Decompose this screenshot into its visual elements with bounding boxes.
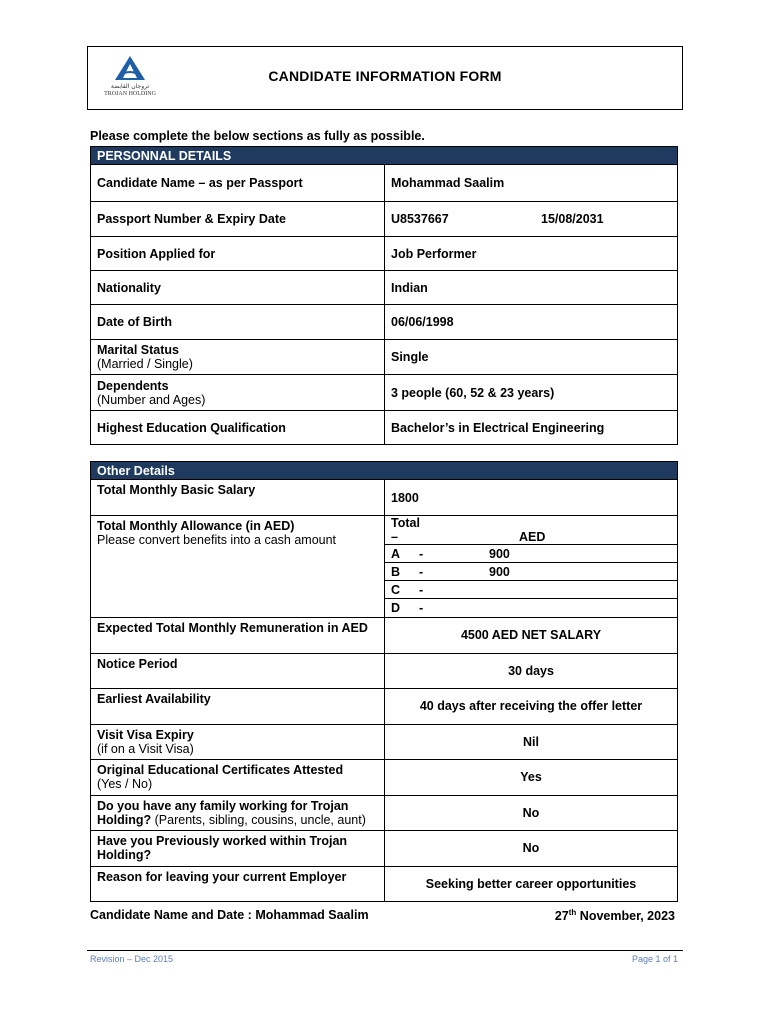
certs-value[interactable]: Yes (385, 759, 678, 795)
dob-value[interactable]: 06/06/1998 (385, 305, 678, 340)
passport-number: U8537667 (391, 212, 449, 226)
footer-date (500, 908, 675, 923)
footer-rule (87, 950, 683, 951)
allowance-row[interactable] (385, 563, 677, 581)
family-label-cell (91, 795, 385, 830)
allowance-label: Total Monthly Allowance (in AED) (97, 519, 295, 533)
other-section-title: Other Details (91, 462, 678, 480)
allowance-dash: - (419, 564, 424, 579)
allowance-table (385, 516, 677, 617)
page-number: Page 1 of 1 (631, 954, 678, 964)
dependents-value[interactable]: 3 people (60, 52 & 23 years) (385, 375, 678, 411)
visa-sub: (if on a Visit Visa) (97, 741, 194, 756)
allowance-row[interactable] (385, 599, 677, 617)
allowance-item: A (391, 546, 401, 561)
notice-label: Notice Period (91, 653, 385, 688)
footer-name-date (90, 908, 369, 922)
notice-value[interactable]: 30 days (385, 653, 678, 688)
position-label: Position Applied for (91, 237, 385, 271)
dob-label: Date of Birth (91, 305, 385, 340)
family-sub: (Parents, sibling, cousins, uncle, aunt) (154, 812, 366, 827)
passport-expiry: 15/08/2031 (541, 212, 604, 226)
form-title: CANDIDATE INFORMATION FORM (268, 68, 502, 84)
nationality-value[interactable]: Indian (385, 271, 678, 305)
marital-label-cell (91, 340, 385, 375)
position-value[interactable]: Job Performer (385, 237, 678, 271)
name-value[interactable]: Mohammad Saalim (385, 165, 678, 202)
family-label: Do you have any family working for Trojan Holding? (97, 798, 349, 827)
logo-arabic-text: تروجان القابضة (110, 83, 150, 90)
logo-text: TROJAN HOLDING (104, 91, 156, 97)
salary-value[interactable]: 1800 (385, 480, 678, 516)
allowance-label-cell (91, 516, 385, 618)
allowance-dash: - (419, 600, 424, 615)
personal-details-table (90, 146, 678, 445)
dependents-label: Dependents (97, 378, 169, 393)
allowance-item: B (391, 564, 401, 579)
visa-label-cell (91, 724, 385, 759)
marital-sub: (Married / Single) (97, 357, 193, 371)
allowance-dash: - (419, 546, 424, 561)
revision-text: Revision – Dec 2015 (90, 954, 174, 964)
footer-name-date-label: Candidate Name and Date : (90, 908, 252, 922)
allowance-breakdown (385, 516, 678, 618)
footer-date-day: 27 (554, 909, 569, 924)
personal-section-title: PERSONNAL DETAILS (91, 147, 678, 165)
footer-date-rest: November, 2023 (579, 909, 675, 924)
salary-label: Total Monthly Basic Salary (91, 480, 385, 516)
passport-value[interactable] (385, 202, 678, 237)
other-details-table (90, 461, 678, 902)
previous-value[interactable]: No (385, 830, 678, 866)
nationality-label: Nationality (91, 271, 385, 305)
allowance-amount: AED (519, 530, 546, 544)
certs-sub: (Yes / No) (97, 776, 153, 791)
instructions: Please complete the below sections as fully as possible. (90, 129, 425, 143)
visa-label: Visit Visa Expiry (97, 727, 194, 742)
allowance-item: Total – (391, 516, 420, 544)
certs-label-cell (91, 759, 385, 795)
passport-label: Passport Number & Expiry Date (91, 202, 385, 237)
remuneration-value[interactable]: 4500 AED NET SALARY (385, 617, 678, 653)
education-value[interactable]: Bachelor’s in Electrical Engineering (385, 411, 678, 445)
marital-label: Marital Status (97, 343, 179, 357)
name-label: Candidate Name – as per Passport (91, 165, 385, 202)
allowance-amount: 900 (489, 564, 510, 579)
availability-value[interactable]: 40 days after receiving the offer letter (385, 688, 678, 724)
allowance-item: D (391, 600, 401, 615)
remuneration-label: Expected Total Monthly Remuneration in AED (91, 617, 385, 653)
allowance-row[interactable] (385, 545, 677, 563)
reason-value[interactable]: Seeking better career opportunities (385, 866, 678, 901)
allowance-row[interactable] (385, 516, 677, 545)
dependents-sub: (Number and Ages) (97, 392, 206, 407)
footer-date-suffix: th (568, 908, 577, 917)
marital-value[interactable]: Single (385, 340, 678, 375)
allowance-sub: Please convert benefits into a cash amount (97, 533, 337, 547)
certs-label: Original Educational Certificates Attested (97, 762, 344, 777)
family-value[interactable]: No (385, 795, 678, 830)
availability-label: Earliest Availability (91, 688, 385, 724)
reason-label: Reason for leaving your current Employer (91, 866, 385, 901)
allowance-dash: - (419, 582, 424, 597)
allowance-item: C (391, 582, 401, 597)
allowance-amount: 900 (489, 546, 510, 561)
footer-name-value: Mohammad Saalim (255, 908, 369, 922)
dependents-label-cell (91, 375, 385, 411)
allowance-row[interactable] (385, 581, 677, 599)
education-label: Highest Education Qualification (91, 411, 385, 445)
visa-value[interactable]: Nil (385, 724, 678, 759)
previous-label: Have you Previously worked within Trojan Holding? (91, 830, 385, 866)
